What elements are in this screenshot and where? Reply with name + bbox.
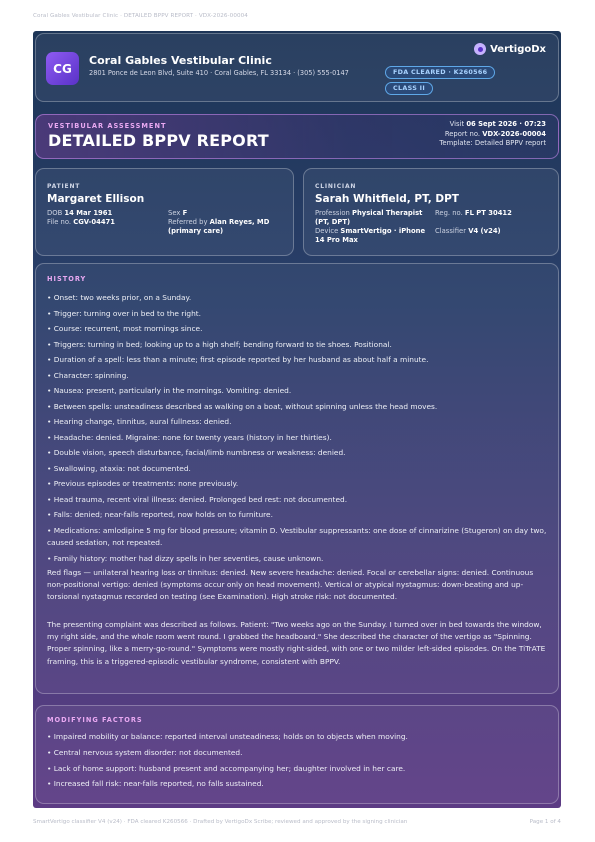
list-item: • Head trauma, recent viral illness: denied. Prolonged bed rest: not documented. (47, 494, 348, 504)
list-item: • Previous episodes or treatments: none previously. (47, 479, 239, 488)
modifying-eyebrow: MODIFYING FACTORS (47, 716, 143, 724)
visit-label: Visit (449, 120, 465, 128)
history-section (35, 263, 559, 694)
clinic-logo: CG (46, 52, 79, 85)
list-item: • Double vision, speech disturbance, facial/limb numbness or weakness: denied. (47, 448, 346, 457)
patient-dob (47, 209, 112, 218)
brand (474, 43, 546, 55)
reg-value: FL PT 30412 (464, 209, 512, 217)
list-item: • Swallowing, ataxia: not documented. (47, 463, 191, 473)
classifier-value: V4 (v24) (468, 227, 501, 235)
patient-card (35, 168, 294, 256)
report-meta (439, 120, 546, 149)
referred-value: Alan Reyes, MD (primary care) (168, 218, 270, 235)
patient-name: Margaret Ellison (47, 193, 145, 205)
class-badge: CLASS II (385, 82, 433, 95)
vertigodx-logo-icon (474, 43, 486, 55)
brand-name: VertigoDx (490, 43, 546, 55)
modifying-factors-section (35, 705, 559, 804)
clinician-device (315, 227, 427, 244)
list-item: • Impaired mobility or balance: reported interval unsteadiness; holds on to objects when moving. (47, 732, 408, 741)
report-title-card (35, 114, 559, 159)
footer-note: SmartVertigo classifier V4 (v24) · FDA cleared K260566 · Drafted by VertigoDx Scribe; reviewed and approved by the signing clinician (33, 819, 408, 825)
profession-value: Physical Therapist (PT, DPT) (315, 209, 423, 226)
list-item: • Triggers: turning in bed; looking up to a high shelf; bending forward to tie shoes. Positional. (47, 339, 392, 349)
history-list (47, 292, 547, 568)
patient-referred-by (168, 218, 288, 235)
fda-badge: FDA CLEARED · K260566 (385, 66, 495, 79)
clinician-reg-no (435, 209, 512, 218)
narrative-paragraph: The presenting complaint was described as follows. Patient: "Two weeks ago on the Sunday. I turned over in bed towards the window, my right side, and the whole room went round. I grabbed the headboard." She described the character of the vertigo as "Spinning. Proper spinning, like a merry-go-round." Symptoms were mostly right-sided, with one or two milder left-sided episodes. On the TiTrATE framing, this is a triggered-episodic vestibular syndrome, consistent with BPPV. (47, 620, 546, 666)
list-item: • Increased fall risk: near-falls reported, no falls sustained. (47, 779, 264, 789)
dob-label: DOB (47, 209, 63, 217)
dob-value: 14 Mar 1961 (64, 209, 113, 217)
device-value: SmartVertigo · iPhone 14 Pro Max (315, 227, 426, 244)
title-eyebrow: VESTIBULAR ASSESSMENT (48, 122, 167, 130)
list-item: • Medications: amlodipine 5 mg for blood pressure; vitamin D. Vestibular suppressants: one dose of cinnarizine (Stugeron) on day two, caused sedation, not repeated. (47, 525, 547, 547)
list-item: • Trigger: turning over in bed to the right. (47, 308, 202, 318)
page-meta-header: Coral Gables Vestibular Clinic · DETAILED BPPV REPORT · VDX-2026-00004 (33, 13, 248, 19)
clinician-profession (315, 209, 427, 226)
file-value: CGV-04471 (73, 218, 116, 226)
report-no-label: Report no. (444, 129, 481, 138)
file-label: File no. (47, 218, 72, 226)
device-label: Device (315, 227, 339, 235)
list-item: • Hearing change, tinnitus, aural fullness: denied. (47, 417, 232, 426)
clinic-address: 2801 Ponce de Leon Blvd, Suite 410 · Coral Gables, FL 33134 · (305) 555-0147 (89, 69, 349, 77)
clinic-name: Coral Gables Vestibular Clinic (89, 54, 272, 67)
visit-value: 06 Sept 2026 · 07:23 (466, 120, 546, 128)
clinician-eyebrow: CLINICIAN (315, 183, 357, 190)
template-text: Template: Detailed BPPV report (439, 139, 546, 148)
profession-label: Profession (315, 209, 350, 217)
clinic-header (35, 33, 559, 102)
history-eyebrow: HISTORY (47, 275, 87, 283)
list-item: • Nausea: present, particularly in the mornings. Vomiting: denied. (47, 386, 292, 395)
sex-label: Sex (168, 209, 181, 217)
list-item: • Character: spinning. (47, 370, 129, 380)
list-item: • Onset: two weeks prior, on a Sunday. (47, 293, 192, 302)
list-item: • Falls: denied; near-falls reported, now holds on to furniture. (47, 510, 273, 519)
clinician-name: Sarah Whitfield, PT, DPT (315, 193, 459, 205)
classifier-label: Classifier (435, 227, 467, 235)
patient-eyebrow: PATIENT (47, 183, 81, 190)
patient-file-no (47, 218, 115, 227)
list-item: • Between spells: unsteadiness described as walking on a boat, without spinning unless the head moves. (47, 401, 438, 411)
list-item: • Course: recurrent, most mornings since. (47, 324, 203, 333)
page-title: DETAILED BPPV REPORT (48, 131, 269, 150)
list-item: • Central nervous system disorder: not documented. (47, 747, 243, 757)
list-item: • Duration of a spell: less than a minute; first episode reported by her husband as about half a minute. (47, 355, 429, 364)
page-number: Page 1 of 4 (529, 819, 561, 825)
list-item: • Family history: mother had dizzy spells in her seventies, cause unknown. (47, 553, 324, 563)
patient-sex (168, 209, 187, 218)
clinician-classifier (435, 227, 501, 236)
list-item: • Headache: denied. Migraine: none for twenty years (history in her thirties). (47, 432, 332, 442)
red-flags-paragraph: Red flags — unilateral hearing loss or tinnitus: denied. New severe headache: denied. Focal or cerebellar signs: denied. Continuous non-positional vertigo: denied (symptoms occur only on head movement). Vertical or atypical nystagmus: down-beating and up-torsional nystagmus recorded on testing (see Examination). High stroke risk: not documented. (47, 568, 534, 602)
list-item: • Lack of home support: husband present and accompanying her; daughter involved in her care. (47, 763, 406, 773)
clinician-card (303, 168, 559, 256)
modifying-list (47, 731, 547, 794)
reg-label: Reg. no. (435, 209, 463, 217)
referred-label: Referred by (168, 218, 208, 226)
sex-value: F (182, 209, 188, 217)
report-no-value: VDX-2026-00004 (482, 129, 546, 138)
